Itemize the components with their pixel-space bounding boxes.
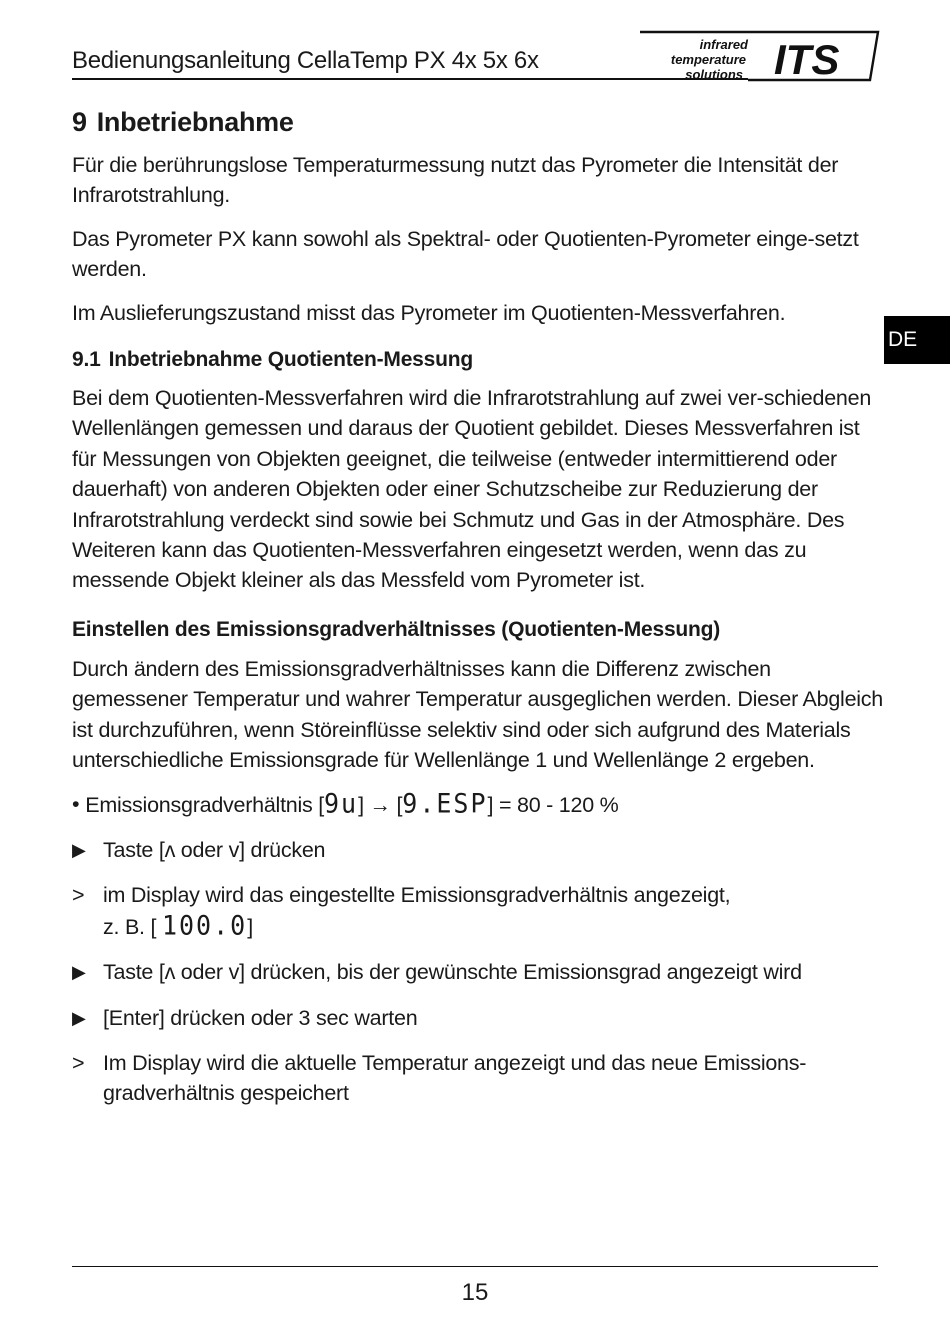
section-heading	[72, 107, 884, 138]
quotient-method-paragraph: Bei dem Quotienten-Messverfahren wird die Infrarotstrahlung auf zwei ver-schiedenen Wellenlängen gemessen und daraus der Quotient gebildet. Dieses Messverfahren ist für Messungen von Objekten geeignet, die teilweise (entweder intermittierend oder dauerhaft) von anderen Objekten oder einer Schutzscheibe zur Reduzierung der Infrarotstrahlung verdeckt sind sowie bei Schmutz und Gas in der Atmosphäre. Des Weiteren kann das Quotienten-Messverfahren eingesetzt werden, wenn das zu messende Objekt kleiner als das Messfeld vom Pyrometer ist.	[72, 386, 872, 593]
result-marker: >	[72, 1050, 85, 1075]
page-content	[72, 107, 884, 1124]
step-arrow-icon: ▶	[72, 839, 86, 860]
bullet-arrow: ] → [	[358, 792, 403, 817]
page-number: 15	[461, 1279, 489, 1306]
example-prefix: z. B. [	[103, 914, 162, 939]
subsection-title: Inbetriebnahme Quotienten-Messung	[108, 348, 474, 372]
step-text: Taste [ʌ oder v] drücken, bis der gewünschte Emissionsgrad angezeigt wird	[103, 960, 802, 985]
result-saved	[72, 1048, 884, 1109]
bullet-prefix: Emissionsgradverhältnis [	[85, 792, 324, 817]
step-press-key	[72, 835, 884, 865]
section-title: Inbetriebnahme	[96, 107, 294, 137]
step-text: Taste [ʌ oder v] drücken	[103, 837, 326, 862]
document-title: Bedienungsanleitung CellaTemp PX 4x 5x 6x	[72, 47, 539, 74]
result-display-ratio	[72, 880, 884, 942]
display-code-9esp: 9.ESP	[402, 787, 488, 819]
result-text: im Display wird das eingestellte Emissionsgradverhältnis angezeigt,	[103, 883, 731, 908]
bullet-marker: •	[72, 791, 80, 816]
display-code-9u: 9u	[324, 787, 359, 819]
its-logo	[640, 30, 880, 82]
subsection-heading	[72, 348, 884, 372]
intro-paragraph: Für die berührungslose Temperaturmessung nutzt das Pyrometer die Intensität der Infrarotstrahlung.	[72, 153, 839, 208]
emission-paragraph: Durch ändern des Emissionsgradverhältnisses kann die Differenz zwischen gemessener Temperatur und wahrer Temperatur ausgeglichen werden. Dieser Abgleich ist durchzuführen, wenn Störeinflüsse selektiv sind oder sich aufgrund des Materials unterschiedliche Emissionsgrade für Wellenlänge 1 und Wellenlänge 2 ergeben.	[72, 656, 884, 773]
emission-ratio-bullet	[72, 789, 884, 820]
logo-line-1: infrared	[699, 37, 748, 52]
logo-line-2: temperature	[670, 52, 746, 67]
section-number: 9	[72, 107, 87, 137]
step-adjust-value	[72, 957, 884, 987]
result-text: Im Display wird die aktuelle Temperatur angezeigt und das neue Emissions-gradverhältnis gespeichert	[103, 1050, 807, 1106]
language-tab: DE	[884, 316, 950, 364]
example-suffix: ]	[247, 914, 253, 939]
default-mode-paragraph: Im Auslieferungszustand misst das Pyrometer im Quotienten-Messverfahren.	[72, 300, 786, 325]
step-arrow-icon: ▶	[72, 962, 86, 983]
pyrometer-types-paragraph: Das Pyrometer PX kann sowohl als Spektral- oder Quotienten-Pyrometer einge-setzt werden.	[72, 226, 859, 282]
subsection-number: 9.1	[72, 348, 101, 372]
logo-brand: ITS	[774, 36, 840, 82]
footer-divider	[72, 1266, 878, 1267]
step-arrow-icon: ▶	[72, 1007, 86, 1028]
bullet-suffix: ] = 80 - 120 %	[487, 792, 619, 817]
step-text: [Enter] drücken oder 3 sec warten	[103, 1005, 418, 1030]
step-confirm	[72, 1003, 884, 1033]
result-marker: >	[72, 883, 85, 908]
display-value-example: 100.0	[161, 909, 248, 941]
logo-line-3: solutions	[685, 67, 743, 82]
emission-heading: Einstellen des Emissionsgradverhältnisses (Quotienten-Messung)	[72, 617, 721, 641]
